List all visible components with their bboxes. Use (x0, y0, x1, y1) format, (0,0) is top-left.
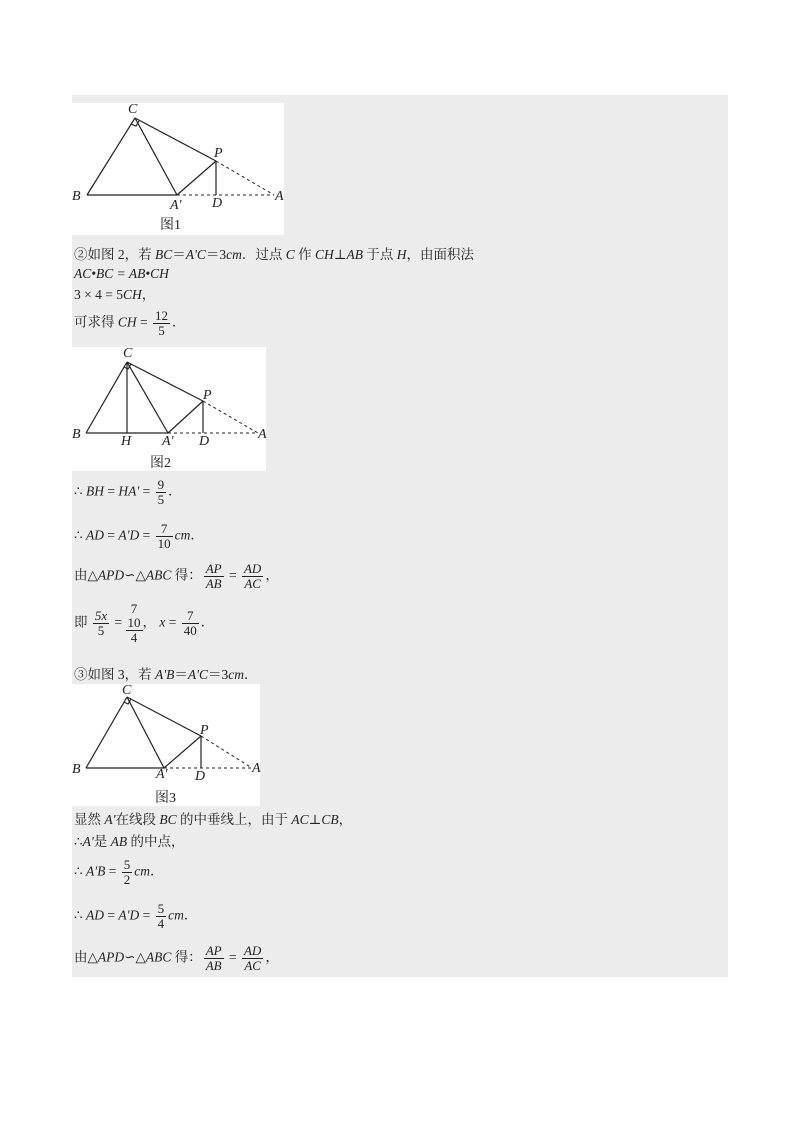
text-line-5: ∴ BH = HA' = $\frac{9}{5}$ ． (74, 477, 182, 507)
text-line-12: ∴ A'B = $\frac{5}{2}$ cm． (74, 857, 164, 887)
fig1-label-b: B (72, 189, 81, 204)
fig2-label-p: P (203, 388, 212, 403)
text-line-9: ③如图 3，若 A'B＝A'C＝3cm． (74, 667, 258, 682)
text-line-13: ∴ AD = A'D = $\frac{5}{4}$ cm． (74, 901, 198, 931)
text-line-6: ∴ AD = A'D = $\frac{7}{10}$ cm． (74, 521, 204, 551)
fig3-label-b: B (72, 762, 81, 777)
fig2-label-h: H (121, 434, 132, 449)
fraction-ap-ab: $\frac{AP}{AB}$ (205, 561, 222, 591)
fig2-label-b: B (72, 427, 81, 442)
figure-2 (72, 347, 266, 471)
fig2-label-a1: A′ (162, 434, 174, 449)
fig3-caption: 图3 (155, 791, 176, 806)
fraction-5-4: $\frac{5}{4}$ (157, 901, 165, 931)
fig2-label-d: D (199, 434, 210, 449)
fig3-label-d: D (195, 769, 206, 784)
fig3-label-p: P (200, 723, 209, 738)
fig1-label-a1: A′ (170, 198, 182, 213)
fig1-label-c: C (128, 102, 138, 117)
fig1-caption: 图1 (160, 218, 181, 233)
fig1-label-p: P (214, 146, 223, 161)
fig2-label-a: A (258, 427, 267, 442)
text-line-4: 可求得 CH = $\frac{12}{5}$ ． (74, 308, 186, 338)
figure-3 (72, 684, 260, 806)
fig1-label-d: D (212, 196, 223, 211)
fig2-caption: 图2 (150, 456, 171, 471)
text-line-14: 由△APD∽△ABC 得： $\frac{AP}{AB}$ = $\frac{AD}{AC}$ ， (74, 943, 279, 973)
fig3-label-a1: A′ (156, 767, 168, 782)
fraction-5x-5: $\frac{5x}{5}$ (94, 608, 108, 638)
fraction-ap-ab-2: $\frac{AP}{AB}$ (205, 943, 222, 973)
figure-1-diagram (72, 103, 284, 235)
figure-2-diagram (72, 347, 266, 471)
text-line-11: ∴A'是 AB 的中点， (74, 834, 185, 849)
text-line-1: ②如图 2，若 BC＝A'C＝3cm．过点 C 作 CH⊥AB 于点 H，由面积法 (74, 247, 475, 262)
text-line-10: 显然 A'在线段 BC 的中垂线上，由于 AC⊥CB， (74, 812, 353, 827)
figure-3-diagram (72, 684, 260, 806)
fraction-ad-ac: $\frac{AD}{AC}$ (243, 561, 262, 591)
text-line-3: 3 × 4 = 5CH， (74, 287, 156, 302)
fig3-label-a: A (252, 761, 261, 776)
fraction-ad-ac-2: $\frac{AD}{AC}$ (243, 943, 262, 973)
fraction-9-5: $\frac{9}{5}$ (157, 477, 165, 507)
fig3-label-c: C (122, 683, 132, 698)
text-line-2: AC•BC = AB•CH (74, 266, 169, 281)
fraction-5-2: $\frac{5}{2}$ (123, 857, 131, 887)
fig2-label-c: C (123, 346, 133, 361)
figure-1 (72, 103, 284, 235)
text-line-8: 即 $\frac{5x}{5}$ = 7 $\frac{10}{4}$ ， x = $\frac{7}{40}$ ． (74, 601, 215, 645)
fraction-12-5: $\frac{12}{5}$ (155, 308, 169, 338)
fraction-7-10: $\frac{7}{10}$ (157, 521, 171, 551)
fraction-7-40: $\frac{7}{40}$ (183, 608, 197, 638)
nested-fraction: 7 $\frac{10}{4}$ (127, 601, 141, 645)
text-line-7: 由△APD∽△ABC 得： $\frac{AP}{AB}$ = $\frac{AD}{AC}$ ， (74, 561, 279, 591)
fig1-label-a: A (275, 189, 284, 204)
